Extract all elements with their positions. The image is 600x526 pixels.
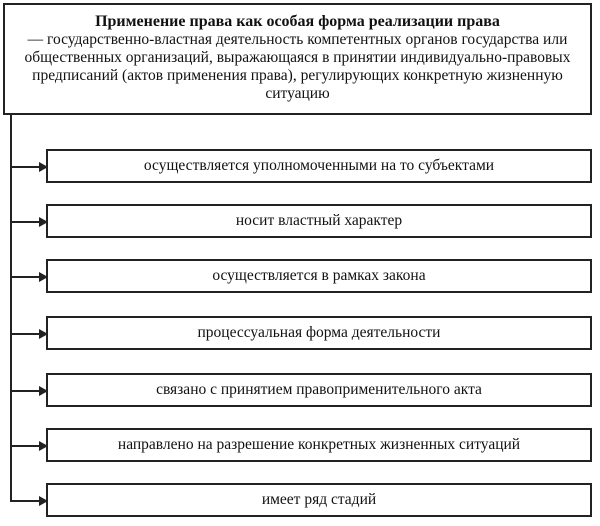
arrow-4 xyxy=(10,333,46,335)
item-box-6 xyxy=(46,428,592,462)
item-box-5 xyxy=(46,373,592,407)
item-label-5: связано с принятием правоприменительного акта xyxy=(156,381,482,398)
item-box-7 xyxy=(46,483,592,517)
arrow-1 xyxy=(10,166,46,168)
item-label-7: имеет ряд стадий xyxy=(261,491,377,508)
arrow-3 xyxy=(10,276,46,278)
arrow-7 xyxy=(10,500,46,502)
header-title: Применение права как особая форма реализации права xyxy=(95,13,500,30)
item-box-3 xyxy=(46,259,592,293)
item-label-6: направлено на разрешение конкретных жизненных ситуаций xyxy=(117,436,521,453)
header-box xyxy=(3,3,592,115)
item-label-4: процессуальная форма деятельности xyxy=(197,324,441,341)
item-box-2 xyxy=(46,204,592,238)
arrow-5 xyxy=(10,390,46,392)
item-label-2: носит властный характер xyxy=(235,212,403,229)
item-box-4 xyxy=(46,316,592,350)
arrow-2 xyxy=(10,221,46,223)
item-box-1 xyxy=(46,149,592,183)
header-description: — государственно-властная деятельность компетентных органов государства или общественных организаций, выражающаяся в принятии индивидуально-правовых предписаний (актов применения права), регулирующих конкретную жизненную ситуацию xyxy=(24,31,571,102)
item-label-1: осуществляется уполномоченными на то субъектами xyxy=(143,157,495,174)
item-label-3: осуществляется в рамках закона xyxy=(212,267,426,284)
connector-trunk xyxy=(10,115,12,501)
arrow-6 xyxy=(10,445,46,447)
